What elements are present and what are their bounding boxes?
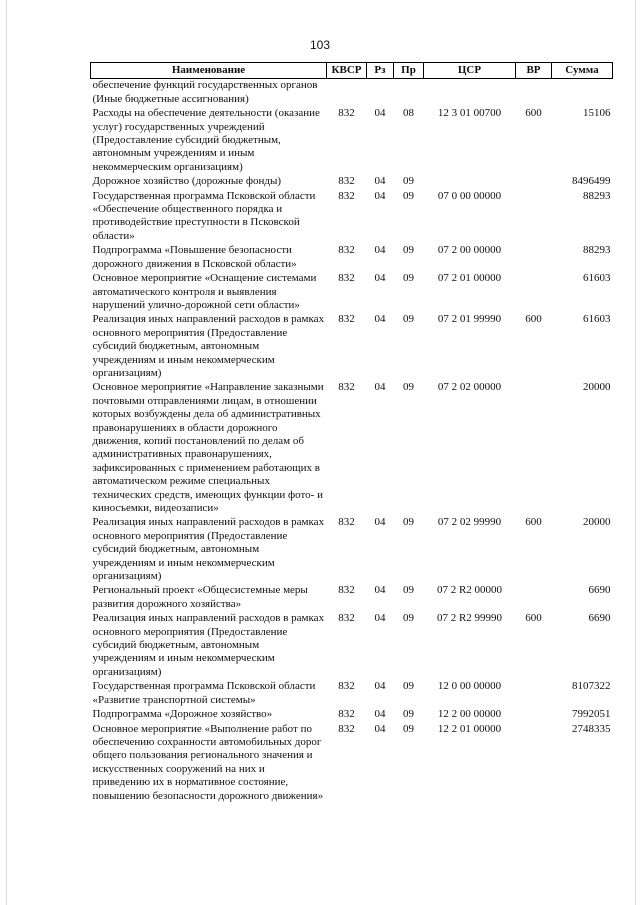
row-sum: 6690 [588, 584, 611, 597]
row-rz: 04 [374, 516, 386, 529]
row-name: Государственная программа Псковской области «Обеспечение общественного порядка и противодействие преступности в Псковской области» [92, 189, 316, 242]
header-sum: Сумма [552, 63, 613, 79]
table-row [91, 175, 613, 189]
row-vr [516, 175, 552, 189]
table-row [91, 381, 613, 516]
row-vr [516, 244, 552, 272]
row-sum: 8496499 [572, 175, 611, 188]
row-rz: 04 [374, 175, 386, 188]
row-sum: 88293 [583, 244, 611, 257]
row-vr [516, 79, 552, 107]
row-csr: 07 2 R2 00000 [436, 584, 503, 597]
row-pr: 08 [403, 107, 414, 120]
row-kvsr: 832 [338, 313, 355, 326]
row-csr: 07 2 00 00000 [437, 244, 502, 257]
row-kvsr: 832 [338, 272, 355, 285]
table-row [91, 723, 613, 804]
row-sum: 20000 [583, 381, 611, 394]
table-row [91, 272, 613, 313]
row-kvsr: 832 [338, 612, 355, 625]
row-pr [394, 79, 424, 107]
budget-table [90, 62, 613, 804]
row-kvsr: 832 [338, 516, 355, 529]
row-name: Подпрограмма «Дорожное хозяйство» [92, 708, 273, 721]
table-row [91, 79, 613, 107]
row-kvsr: 832 [338, 189, 355, 202]
table-row [91, 708, 613, 722]
row-vr [516, 680, 552, 708]
row-vr [516, 190, 552, 245]
row-vr [516, 708, 552, 722]
row-pr: 09 [403, 516, 414, 529]
row-rz: 04 [374, 680, 386, 693]
table-row [91, 107, 613, 175]
row-rz: 04 [374, 107, 386, 120]
row-name: Основное мероприятие «Оснащение системами автоматического контроля и выявления нарушений улично-дорожной сети области» [92, 272, 317, 311]
row-csr: 12 2 00 00000 [437, 708, 502, 721]
row-csr [424, 79, 516, 107]
row-vr: 600 [525, 612, 542, 625]
row-name: Подпрограмма «Повышение безопасности дорожного движения в Псковской области» [92, 244, 297, 270]
row-rz: 04 [374, 584, 386, 597]
row-kvsr: 832 [338, 381, 355, 394]
row-pr: 09 [403, 612, 414, 625]
row-csr [424, 175, 516, 189]
row-sum: 20000 [583, 516, 611, 529]
row-csr: 07 2 01 00000 [437, 272, 502, 285]
row-sum: 15106 [583, 107, 611, 120]
row-rz [367, 79, 394, 107]
row-rz: 04 [374, 708, 386, 721]
header-vr: ВР [516, 63, 552, 79]
row-name: Основное мероприятие «Направление заказными почтовыми отправлениями лицам, в отношении которых возбуждены дела об административных правонарушениях в области дорожного движения, копий постановлений по делам об административных правонарушениях, зафиксированных с применением работающих в автоматическом режиме специальных технических средств, имеющих функции фото- и киносъемки, видеозаписи» [92, 381, 324, 514]
header-kvsr: КВСР [327, 63, 367, 79]
row-sum [552, 79, 613, 107]
row-sum: 2748335 [572, 722, 611, 735]
table-row [91, 313, 613, 381]
row-rz: 04 [374, 313, 386, 326]
row-kvsr: 832 [338, 244, 355, 257]
table-row [91, 516, 613, 584]
row-kvsr: 832 [338, 722, 355, 735]
scan-edge-left [6, 0, 7, 905]
row-pr: 09 [403, 708, 414, 721]
row-name: Реализация иных направлений расходов в рамках основного мероприятия (Предоставление субсидий бюджетным, автономным учреждениям и иным некоммерческим организациям) [92, 516, 325, 583]
row-csr: 07 0 00 00000 [437, 189, 502, 202]
row-sum: 61603 [583, 313, 611, 326]
row-kvsr: 832 [338, 680, 355, 693]
row-csr: 07 2 02 00000 [437, 381, 502, 394]
row-name: Региональный проект «Общесистемные меры развития дорожного хозяйства» [92, 584, 308, 610]
row-csr: 12 0 00 00000 [437, 680, 502, 693]
row-pr: 09 [403, 680, 414, 693]
row-pr: 09 [403, 189, 414, 202]
row-name: Основное мероприятие «Выполнение работ по обеспечению сохранности автомобильных дорог общего пользования регионального значения и искусственных сооружений на них и приведению их в нормативное состояние, повышению безопасности дорожного движения» [92, 722, 324, 802]
row-rz: 04 [374, 612, 386, 625]
row-name: обеспечение функций государственных органов (Иные бюджетные ассигнования) [92, 79, 318, 105]
row-pr: 09 [403, 381, 414, 394]
row-rz: 04 [374, 272, 386, 285]
row-vr [516, 272, 552, 313]
row-kvsr: 832 [338, 107, 355, 120]
row-vr: 600 [525, 516, 542, 529]
row-sum: 61603 [583, 272, 611, 285]
row-vr [516, 723, 552, 804]
page-number: 103 [309, 38, 331, 52]
row-vr: 600 [525, 313, 542, 326]
row-sum: 6690 [588, 612, 611, 625]
row-kvsr: 832 [338, 584, 355, 597]
row-csr: 07 2 R2 99990 [436, 612, 503, 625]
row-csr: 07 2 02 99990 [437, 516, 502, 529]
row-rz: 04 [374, 244, 386, 257]
scan-edge-right [635, 0, 636, 905]
row-pr: 09 [403, 313, 414, 326]
header-rz: Рз [367, 63, 394, 79]
row-csr: 12 3 01 00700 [437, 107, 502, 120]
row-kvsr [327, 79, 367, 107]
header-pr: Пр [394, 63, 424, 79]
row-name: Расходы на обеспечение деятельности (оказание услуг) государственных учреждений (Предоставление субсидий бюджетным, автономным учреждениям и иным некоммерческим организациям) [92, 107, 320, 173]
row-name: Государственная программа Псковской области «Развитие транспортной системы» [92, 680, 316, 706]
table-row [91, 584, 613, 612]
row-sum: 8107322 [572, 680, 611, 693]
row-pr: 09 [403, 584, 414, 597]
row-vr: 600 [525, 107, 542, 120]
row-name: Реализация иных направлений расходов в рамках основного мероприятия (Предоставление субсидий бюджетным, автономным учреждениям и иным некоммерческим организациям) [92, 612, 325, 678]
row-kvsr: 832 [338, 708, 355, 721]
row-vr [516, 381, 552, 516]
row-rz: 04 [374, 189, 386, 202]
row-sum: 7992051 [572, 708, 611, 721]
header-name: Наименование [91, 63, 327, 79]
row-kvsr: 832 [338, 175, 355, 188]
row-pr: 09 [403, 175, 414, 188]
row-sum: 88293 [583, 189, 611, 202]
row-csr: 07 2 01 99990 [437, 313, 502, 326]
header-csr: ЦСР [424, 63, 516, 79]
row-csr: 12 2 01 00000 [437, 722, 502, 735]
table-header-row [91, 63, 613, 79]
row-name: Дорожное хозяйство (дорожные фонды) [92, 175, 282, 188]
table-row [91, 680, 613, 708]
row-pr: 09 [403, 272, 414, 285]
row-rz: 04 [374, 722, 386, 735]
row-vr [516, 584, 552, 612]
table-row [91, 190, 613, 245]
table-row [91, 244, 613, 272]
row-pr: 09 [403, 244, 414, 257]
row-pr: 09 [403, 722, 414, 735]
row-name: Реализация иных направлений расходов в рамках основного мероприятия (Предоставление субсидий бюджетным, автономным учреждениям и иным некоммерческим организациям) [92, 313, 325, 379]
row-rz: 04 [374, 381, 386, 394]
table-row [91, 612, 613, 680]
